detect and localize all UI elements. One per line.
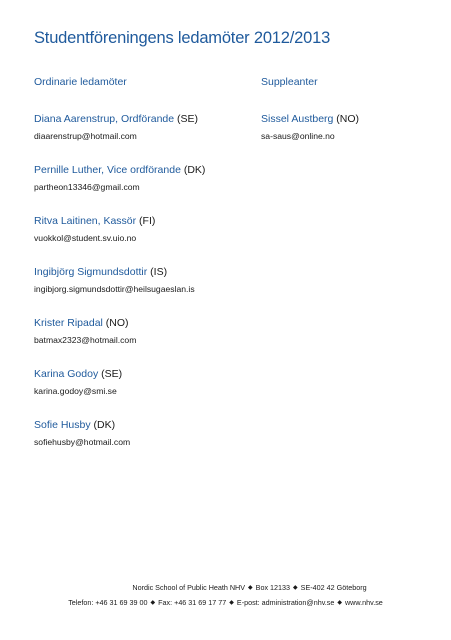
footer-box: Box 12133 <box>255 583 291 592</box>
member-entry <box>34 215 155 244</box>
member-entry <box>34 317 136 346</box>
substitutes-heading: Suppleanter <box>261 76 318 88</box>
member-name: Sissel Austberg (NO) <box>261 113 360 125</box>
substitute-entry <box>261 113 359 142</box>
footer-address <box>0 583 451 592</box>
footer-email: E-post: administration@nhv.se <box>236 598 335 607</box>
member-email: batmax2323@hotmail.com <box>34 335 137 345</box>
member-country: (DK) <box>180 164 206 176</box>
member-email: partheon13346@gmail.com <box>34 182 140 192</box>
member-email: vuokkol@student.sv.uio.no <box>34 233 137 243</box>
member-name: Sofie Husby (DK) <box>34 419 116 431</box>
member-country: (NO) <box>102 317 129 329</box>
page-title: Studentföreningens ledamöter 2012/2013 <box>34 29 331 47</box>
member-country: (SE) <box>98 368 123 380</box>
diamond-separator-icon: ◆ <box>248 585 253 591</box>
member-name: Ritva Laitinen, Kassör (FI) <box>34 215 156 227</box>
member-entry <box>34 164 205 193</box>
member-country: (NO) <box>333 113 360 125</box>
diamond-separator-icon: ◆ <box>337 600 342 606</box>
member-name: Ingibjörg Sigmundsdottir (IS) <box>34 266 168 278</box>
member-entry <box>34 419 130 448</box>
member-country: (SE) <box>174 113 199 125</box>
footer-website: www.nhv.se <box>344 598 383 607</box>
footer-contact <box>0 598 451 607</box>
member-name: Diana Aarenstrup, Ordförande (SE) <box>34 113 199 125</box>
member-name: Karina Godoy (SE) <box>34 368 123 380</box>
diamond-separator-icon: ◆ <box>150 600 156 606</box>
footer-phone: Telefon: +46 31 69 39 00 <box>68 598 148 607</box>
member-email: diaarenstrup@hotmail.com <box>34 131 137 141</box>
member-name: Krister Ripadal (NO) <box>34 317 129 329</box>
member-entry <box>34 368 122 397</box>
member-entry <box>34 113 198 142</box>
footer-postal: SE-402 42 Göteborg <box>300 583 367 592</box>
footer-org: Nordic School of Public Heath NHV <box>132 583 246 592</box>
member-email: ingibjorg.sigmundsdottir@heilsugaeslan.is <box>34 284 195 294</box>
ordinary-members-heading: Ordinarie ledamöter <box>34 76 127 88</box>
member-country: (FI) <box>136 215 156 227</box>
member-email: sofiehusby@hotmail.com <box>34 437 131 447</box>
diamond-separator-icon: ◆ <box>229 600 234 606</box>
member-email: sa-saus@online.no <box>261 131 335 141</box>
member-name: Pernille Luther, Vice ordförande (DK) <box>34 164 206 176</box>
diamond-separator-icon: ◆ <box>293 585 298 591</box>
member-entry <box>34 266 195 295</box>
member-country: (IS) <box>147 266 168 278</box>
member-email: karina.godoy@smi.se <box>34 386 117 396</box>
member-country: (DK) <box>90 419 116 431</box>
footer-fax: Fax: +46 31 69 17 77 <box>158 598 227 607</box>
